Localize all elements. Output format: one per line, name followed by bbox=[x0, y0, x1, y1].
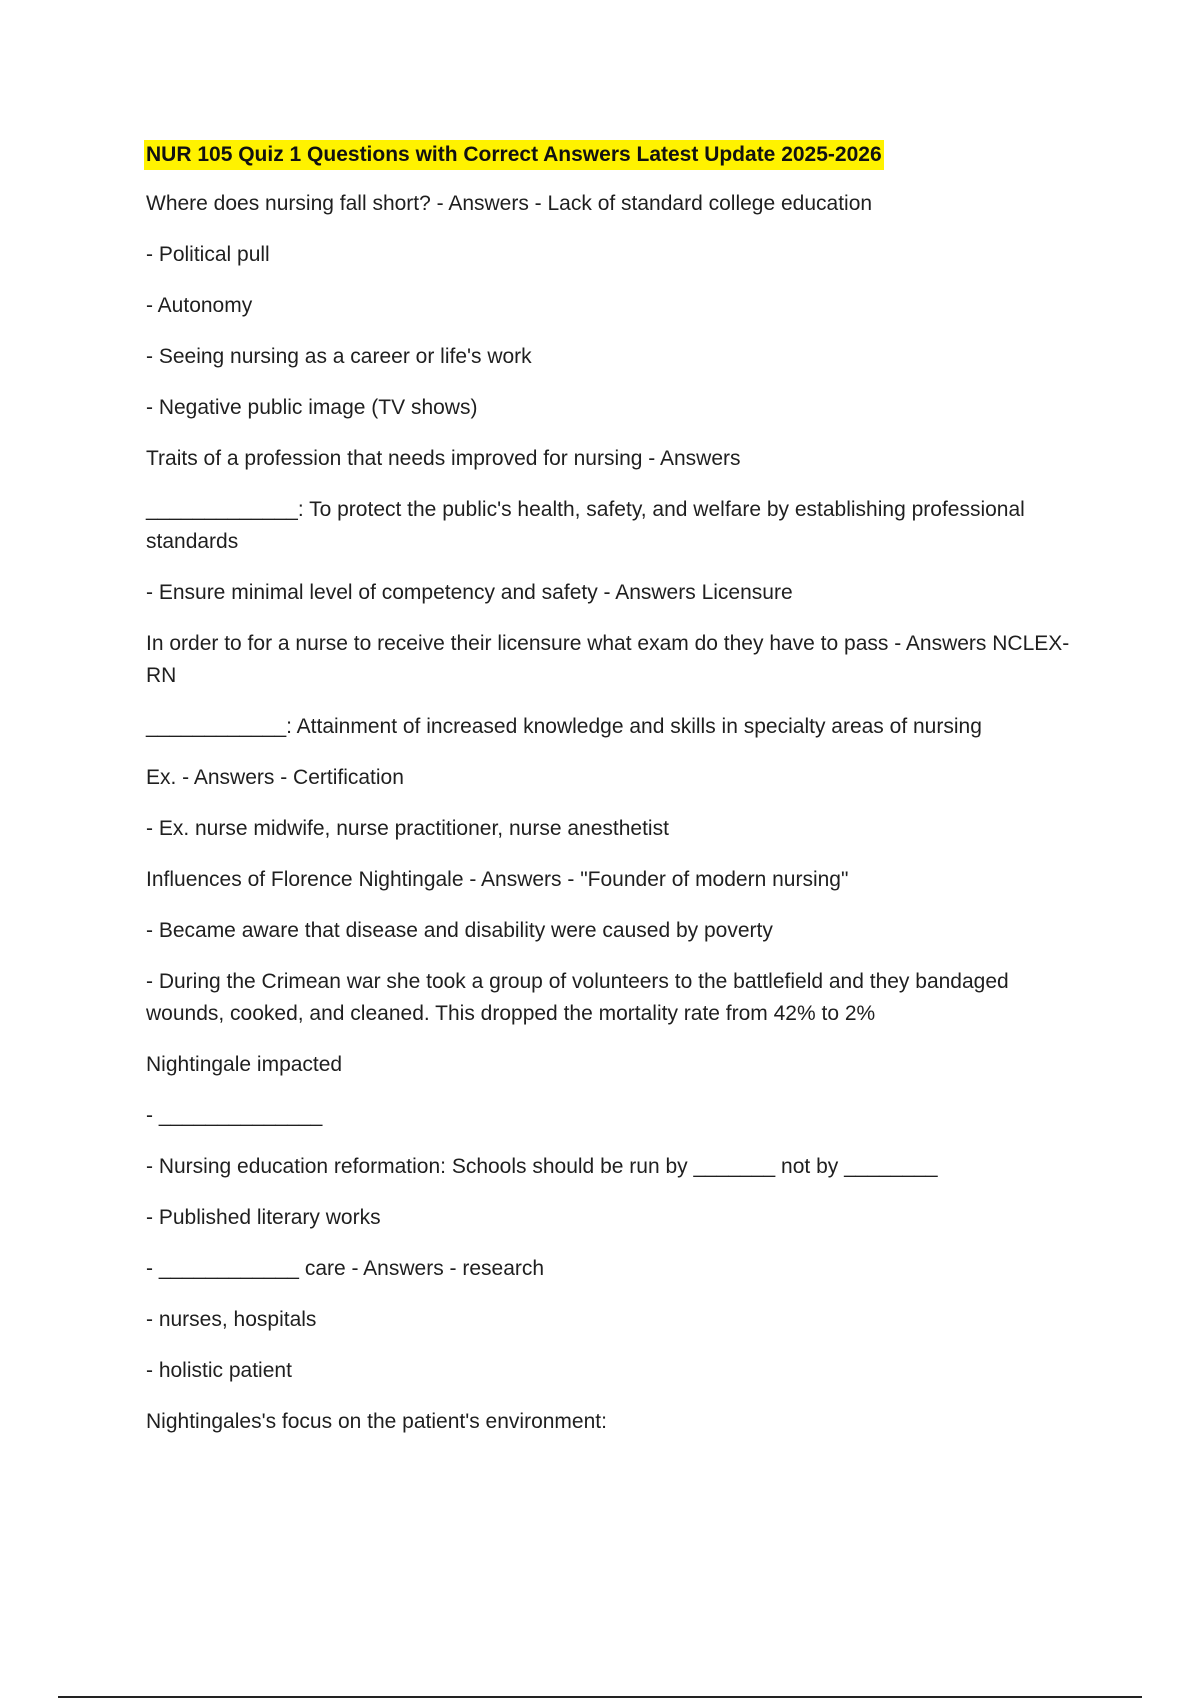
paragraph-2: - Political pull bbox=[146, 243, 270, 266]
paragraph-23: Nightingales's focus on the patient's environment: bbox=[146, 1410, 607, 1433]
paragraph-11: Ex. - Answers - Certification bbox=[146, 766, 404, 789]
paragraph-8: - Ensure minimal level of competency and safety - Answers Licensure bbox=[146, 581, 793, 604]
paragraph-12: - Ex. nurse midwife, nurse practitioner, nurse anesthetist bbox=[146, 817, 669, 840]
paragraph-5: - Negative public image (TV shows) bbox=[146, 396, 478, 419]
paragraph-17: - ______________ bbox=[146, 1104, 323, 1127]
paragraph-15: - During the Crimean war she took a group of volunteers to the battlefield and they bandaged wounds, cooked, and cleaned. This dropped the mortality rate from 42% to 2% bbox=[146, 970, 1015, 1025]
paragraph-22: - holistic patient bbox=[146, 1359, 292, 1382]
paragraph-19: - Published literary works bbox=[146, 1206, 381, 1229]
paragraph-10: ____________: Attainment of increased knowledge and skills in specialty areas of nursing bbox=[146, 715, 982, 738]
paragraph-18: - Nursing education reformation: Schools should be run by _______ not by ________ bbox=[146, 1155, 938, 1178]
paragraph-4: - Seeing nursing as a career or life's work bbox=[146, 345, 532, 368]
paragraph-13: Influences of Florence Nightingale - Answers - "Founder of modern nursing" bbox=[146, 868, 849, 891]
paragraph-1: Where does nursing fall short? - Answers - Lack of standard college education bbox=[146, 192, 873, 215]
document-title: NUR 105 Quiz 1 Questions with Correct Answers Latest Update 2025-2026 bbox=[144, 140, 884, 170]
paragraph-6: Traits of a profession that needs improved for nursing - Answers bbox=[146, 447, 741, 470]
paragraph-21: - nurses, hospitals bbox=[146, 1308, 317, 1331]
paragraph-7: _____________: To protect the public's health, safety, and welfare by establishing professional standards bbox=[146, 498, 1031, 553]
paragraph-9: In order to for a nurse to receive their licensure what exam do they have to pass - Answers NCLEX-RN bbox=[146, 632, 1070, 687]
document-page bbox=[146, 140, 1086, 1457]
paragraph-16: Nightingale impacted bbox=[146, 1053, 343, 1076]
page-bottom-rule bbox=[58, 1696, 1142, 1698]
paragraph-20: - ____________ care - Answers - research bbox=[146, 1257, 545, 1280]
paragraph-14: - Became aware that disease and disability were caused by poverty bbox=[146, 919, 773, 942]
paragraph-3: - Autonomy bbox=[146, 294, 253, 317]
